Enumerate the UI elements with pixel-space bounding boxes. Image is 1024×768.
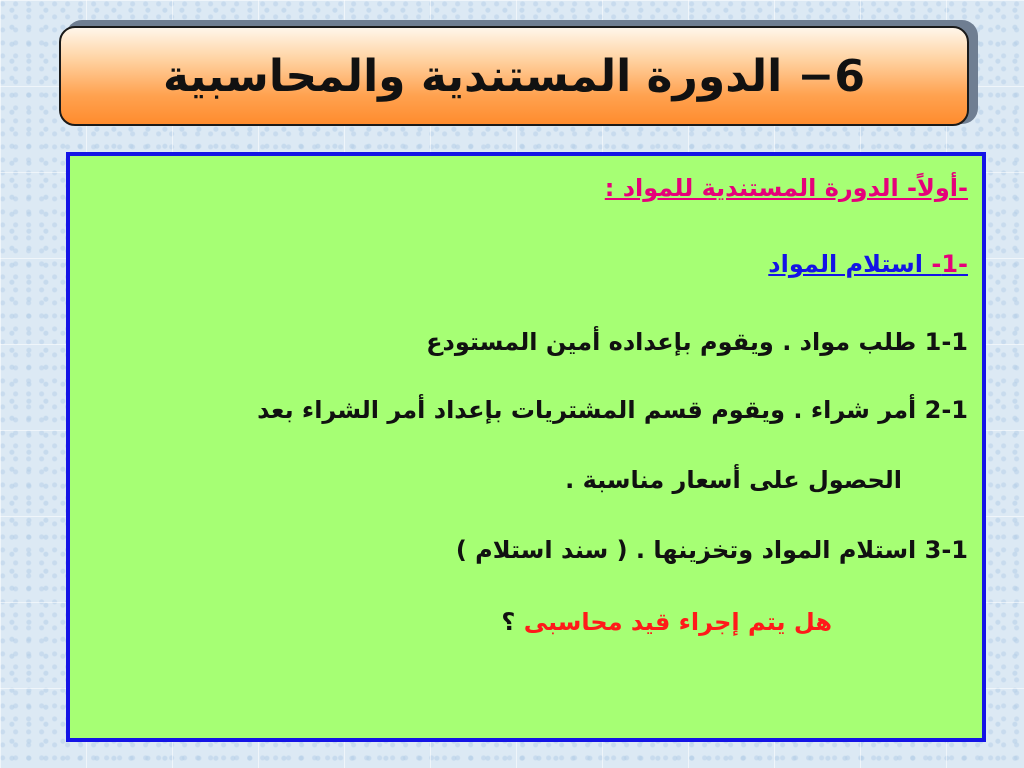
list-item: 3-1 استلام المواد وتخزينها . ( سند استلام ): [455, 536, 968, 564]
slide-title: 6− الدورة المستندية والمحاسبية: [162, 50, 866, 102]
list-item: 1-1 طلب مواد . ويقوم بإعداده أمين المستودع: [426, 328, 968, 356]
subheading: [768, 250, 968, 279]
subheading-label: استلام المواد: [768, 250, 923, 278]
section-heading: -أولاً- الدورة المستندية للمواد :: [604, 174, 968, 202]
subheading-number: -1-: [923, 250, 968, 278]
list-item-continuation: الحصول على أسعار مناسبة .: [565, 466, 902, 494]
question-mark: ؟: [501, 608, 516, 636]
title-banner: [59, 26, 969, 126]
question-line: [501, 608, 832, 637]
list-item: 2-1 أمر شراء . ويقوم قسم المشتريات بإعداد أمر الشراء بعد: [257, 396, 968, 424]
content-panel: [66, 152, 986, 742]
question-text: هل يتم إجراء قيد محاسبى: [523, 608, 832, 636]
